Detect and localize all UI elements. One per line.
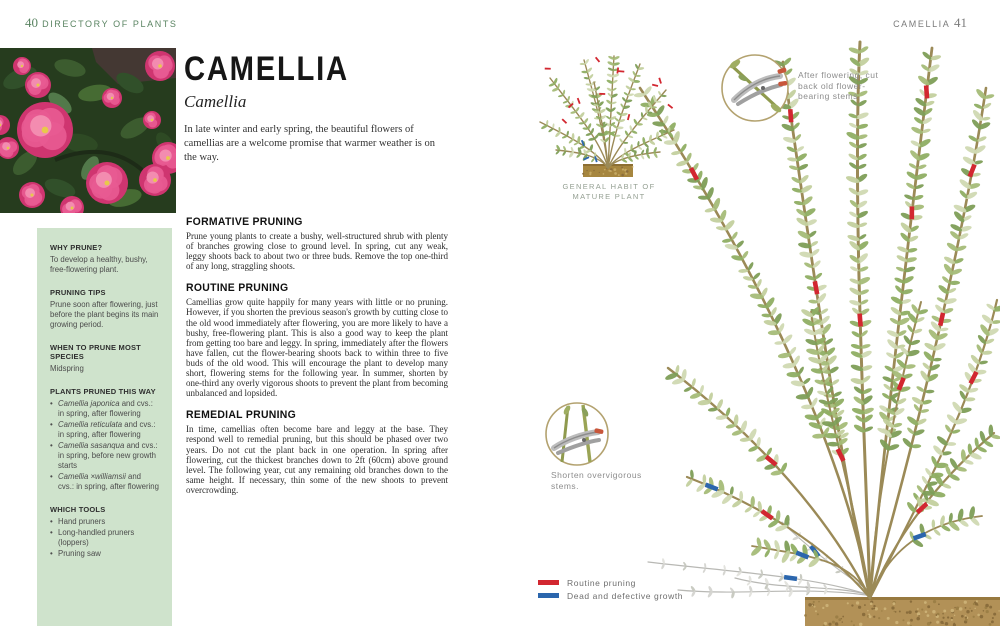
plants-list [50,399,159,492]
legend-row-dead [538,589,683,602]
mature-camellia-bush [634,42,1000,598]
list-item: • Camellia ×williamsii and cvs.: in spring, after flowering [50,472,159,492]
info-sidebar [37,228,172,626]
pruning-illustration [480,0,1000,626]
legend-swatch-blue [538,593,559,598]
list-item: • Camellia reticulata and cvs.: in spring, after flowering [50,420,159,440]
sidebar-heading: PRUNING TIPS [50,288,106,297]
section-heading: ROUTINE PRUNING [186,282,289,295]
running-header-left [25,15,178,31]
soil-strip [582,164,1000,626]
sidebar-section-why-prune [50,243,159,275]
list-item: • Long-handled pruners (loppers) [50,528,159,548]
section-formative [186,216,448,271]
section-routine [186,282,448,398]
intro-paragraph: In late winter and early spring, the beautiful flowers of camellias are a welcome promise that warmer weather is on the way. [184,124,436,163]
legend-label: Dead and defective growth [567,590,684,601]
annotation-after-flowering: After flowering, cut back old flower-bearing stems. [798,70,879,101]
camellia-photo [0,48,176,213]
habit-caption: GENERAL HABIT OF MATURE PLANT [562,182,656,201]
list-item: • Camellia sasanqua and cvs.: in spring, before new growth starts [50,441,159,471]
list-item: • Pruning saw [50,549,159,559]
annotation-shorten-stems: Shorten overvigorous stems. [551,470,642,491]
section-title-right: CAMELLIA [893,19,950,29]
sidebar-heading: WHICH TOOLS [50,505,106,514]
section-paragraph: Prune young plants to create a bushy, well-structured shrub with plenty of branches growing close to ground level. In spring, cut any weak, leggy shoots back to about two or three buds. Remove the top one-third of any long, straggling shoots. [186,231,448,272]
main-text-column [186,216,448,506]
tools-list [50,517,159,559]
sidebar-section-plants-pruned [50,387,159,492]
sidebar-body: To develop a healthy, bushy, free-flowering plant. [50,255,148,274]
sidebar-section-when-to-prune [50,343,159,374]
page-title: CAMELLIA [184,50,349,88]
section-heading: FORMATIVE PRUNING [186,216,303,228]
pruning-legend [538,576,683,602]
legend-row-routine [538,576,683,589]
sidebar-section-pruning-tips [50,288,159,330]
botanical-name: Camellia [184,92,247,111]
sidebar-heading: WHEN TO PRUNE MOST SPECIES [50,343,141,361]
title-block [184,50,454,165]
legend-swatch-red [538,580,559,585]
section-paragraph: In time, camellias often become bare and leggy at the base. They respond well to remedial pruning, but this should be phased over two years. Do not cut the plant back in one operation. In spring after flowering, cut the thickest branches down to 2ft (60cm) above ground level. The following year, cut any remaining old branches down to the same height. If necessary, thin some of the new shoots to prevent overcrowding. [186,424,448,495]
sidebar-heading: PLANTS PRUNED THIS WAY [50,387,156,396]
section-remedial [186,409,448,495]
list-item: • Camellia japonica and cvs.: in spring, after flowering [50,399,159,419]
list-item: • Hand pruners [50,517,159,527]
sidebar-section-which-tools [50,505,159,559]
sidebar-body: Midspring [50,364,84,373]
section-paragraph: Camellias grow quite happily for many years with little or no pruning. However, if you shorten the previous season's growth by cutting close to the old wood immediately after flowering, you are more likely to have a bushy, free-flowering plant. This is also a good way to keep the plant from getting too bare and leggy. In spring, immediately after the flowers have fallen, cut the flower-bearing shoots back to within three to five buds of the old wood. This will encourage the plant to develop many short, flowering stems for the following year. In summer, shorten by one-third any overly vigorous shoots to prevent the plant from becoming unbalanced and lopsided. [186,297,448,399]
legend-label: Routine pruning [567,577,637,588]
page-number-right: 41 [954,15,967,30]
sidebar-heading: WHY PRUNE? [50,243,103,252]
inset-after-flowering [722,55,788,121]
section-heading: REMEDIAL PRUNING [186,409,297,422]
page-number-left: 40 [25,15,38,30]
inset-shorten-stems [546,403,608,465]
section-title-left: DIRECTORY OF PLANTS [42,19,178,29]
sidebar-body: Prune soon after flowering, just before the plant begins its main growing period. [50,300,159,329]
